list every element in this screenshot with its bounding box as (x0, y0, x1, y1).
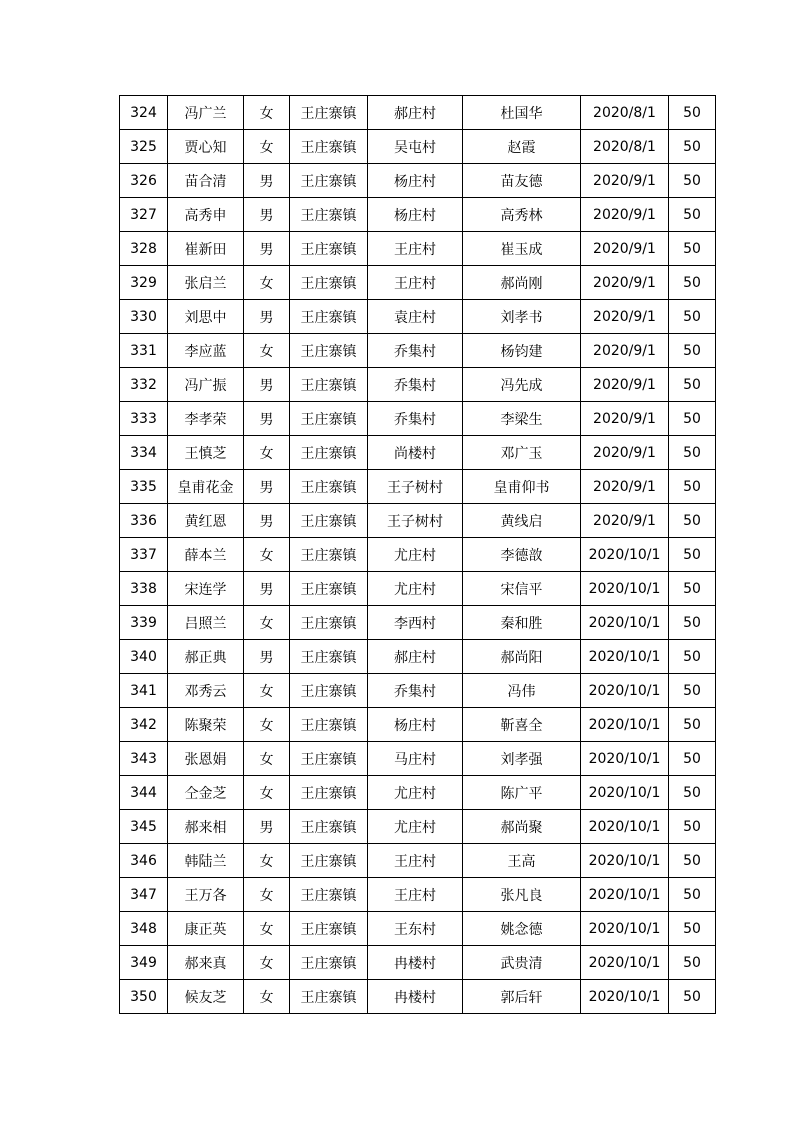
cell-applicant: 郝尚刚 (463, 266, 581, 300)
cell-village: 王庄村 (368, 878, 463, 912)
cell-town: 王庄寨镇 (290, 878, 368, 912)
cell-amount: 50 (669, 164, 716, 198)
cell-applicant: 皇甫仰书 (463, 470, 581, 504)
cell-date: 2020/10/1 (581, 640, 669, 674)
cell-gender: 女 (244, 776, 290, 810)
table-row (120, 674, 716, 708)
cell-gender: 男 (244, 640, 290, 674)
roster-body (120, 96, 716, 1014)
cell-row-number: 347 (120, 878, 168, 912)
cell-amount: 50 (669, 776, 716, 810)
cell-town: 王庄寨镇 (290, 368, 368, 402)
cell-town: 王庄寨镇 (290, 708, 368, 742)
table-row (120, 334, 716, 368)
cell-applicant: 冯伟 (463, 674, 581, 708)
cell-village: 袁庄村 (368, 300, 463, 334)
cell-applicant: 赵霞 (463, 130, 581, 164)
cell-gender: 女 (244, 606, 290, 640)
cell-applicant: 苗友德 (463, 164, 581, 198)
cell-village: 冉楼村 (368, 980, 463, 1014)
cell-row-number: 331 (120, 334, 168, 368)
cell-date: 2020/10/1 (581, 674, 669, 708)
cell-name: 冯广振 (168, 368, 244, 402)
cell-village: 尤庄村 (368, 776, 463, 810)
cell-date: 2020/9/1 (581, 470, 669, 504)
cell-row-number: 349 (120, 946, 168, 980)
cell-applicant: 靳喜全 (463, 708, 581, 742)
cell-applicant: 郝尚阳 (463, 640, 581, 674)
cell-gender: 男 (244, 470, 290, 504)
cell-town: 王庄寨镇 (290, 96, 368, 130)
cell-town: 王庄寨镇 (290, 164, 368, 198)
cell-date: 2020/10/1 (581, 946, 669, 980)
cell-date: 2020/9/1 (581, 266, 669, 300)
cell-village: 乔集村 (368, 402, 463, 436)
table-row (120, 198, 716, 232)
cell-town: 王庄寨镇 (290, 538, 368, 572)
cell-date: 2020/10/1 (581, 708, 669, 742)
table-row (120, 980, 716, 1014)
cell-name: 吕照兰 (168, 606, 244, 640)
cell-village: 王庄村 (368, 844, 463, 878)
cell-applicant: 张凡良 (463, 878, 581, 912)
cell-amount: 50 (669, 436, 716, 470)
cell-gender: 男 (244, 232, 290, 266)
table-row (120, 538, 716, 572)
cell-name: 候友芝 (168, 980, 244, 1014)
cell-name: 苗合清 (168, 164, 244, 198)
cell-date: 2020/10/1 (581, 878, 669, 912)
cell-applicant: 宋信平 (463, 572, 581, 606)
cell-town: 王庄寨镇 (290, 640, 368, 674)
cell-village: 尤庄村 (368, 810, 463, 844)
cell-amount: 50 (669, 980, 716, 1014)
cell-date: 2020/9/1 (581, 504, 669, 538)
cell-gender: 女 (244, 844, 290, 878)
cell-gender: 男 (244, 402, 290, 436)
table-row (120, 810, 716, 844)
cell-amount: 50 (669, 266, 716, 300)
cell-amount: 50 (669, 912, 716, 946)
cell-gender: 女 (244, 708, 290, 742)
cell-name: 邓秀云 (168, 674, 244, 708)
cell-applicant: 李梁生 (463, 402, 581, 436)
cell-village: 王庄村 (368, 232, 463, 266)
table-row (120, 776, 716, 810)
cell-village: 李西村 (368, 606, 463, 640)
cell-row-number: 324 (120, 96, 168, 130)
cell-town: 王庄寨镇 (290, 980, 368, 1014)
cell-name: 仝金芝 (168, 776, 244, 810)
cell-row-number: 350 (120, 980, 168, 1014)
cell-village: 冉楼村 (368, 946, 463, 980)
cell-name: 陈聚荣 (168, 708, 244, 742)
cell-town: 王庄寨镇 (290, 504, 368, 538)
table-row (120, 640, 716, 674)
table-row (120, 912, 716, 946)
cell-name: 郝来真 (168, 946, 244, 980)
cell-town: 王庄寨镇 (290, 436, 368, 470)
cell-date: 2020/10/1 (581, 572, 669, 606)
cell-gender: 女 (244, 436, 290, 470)
table-row (120, 606, 716, 640)
cell-amount: 50 (669, 198, 716, 232)
cell-applicant: 刘孝书 (463, 300, 581, 334)
table-row (120, 368, 716, 402)
cell-date: 2020/10/1 (581, 980, 669, 1014)
cell-town: 王庄寨镇 (290, 300, 368, 334)
cell-village: 郝庄村 (368, 96, 463, 130)
cell-town: 王庄寨镇 (290, 606, 368, 640)
cell-gender: 女 (244, 980, 290, 1014)
table-row (120, 402, 716, 436)
cell-village: 王子树村 (368, 470, 463, 504)
cell-name: 薛本兰 (168, 538, 244, 572)
cell-village: 杨庄村 (368, 164, 463, 198)
cell-row-number: 345 (120, 810, 168, 844)
cell-row-number: 341 (120, 674, 168, 708)
table-row (120, 130, 716, 164)
cell-amount: 50 (669, 402, 716, 436)
cell-applicant: 陈广平 (463, 776, 581, 810)
cell-row-number: 339 (120, 606, 168, 640)
cell-amount: 50 (669, 130, 716, 164)
table-row (120, 946, 716, 980)
cell-village: 王庄村 (368, 266, 463, 300)
cell-gender: 男 (244, 810, 290, 844)
cell-village: 乔集村 (368, 334, 463, 368)
cell-row-number: 344 (120, 776, 168, 810)
cell-name: 张启兰 (168, 266, 244, 300)
cell-applicant: 郝尚聚 (463, 810, 581, 844)
cell-gender: 女 (244, 912, 290, 946)
cell-gender: 女 (244, 130, 290, 164)
cell-row-number: 337 (120, 538, 168, 572)
cell-town: 王庄寨镇 (290, 266, 368, 300)
cell-name: 李孝荣 (168, 402, 244, 436)
cell-gender: 男 (244, 572, 290, 606)
table-row (120, 164, 716, 198)
cell-name: 韩陆兰 (168, 844, 244, 878)
cell-town: 王庄寨镇 (290, 946, 368, 980)
cell-name: 黄红恩 (168, 504, 244, 538)
cell-date: 2020/10/1 (581, 912, 669, 946)
cell-name: 宋连学 (168, 572, 244, 606)
cell-date: 2020/9/1 (581, 232, 669, 266)
cell-date: 2020/9/1 (581, 334, 669, 368)
cell-town: 王庄寨镇 (290, 232, 368, 266)
cell-applicant: 杨钧建 (463, 334, 581, 368)
table-row (120, 436, 716, 470)
cell-name: 贾心知 (168, 130, 244, 164)
cell-applicant: 杜国华 (463, 96, 581, 130)
table-row (120, 742, 716, 776)
cell-date: 2020/10/1 (581, 742, 669, 776)
cell-village: 杨庄村 (368, 198, 463, 232)
table-row (120, 878, 716, 912)
table-row (120, 96, 716, 130)
cell-gender: 男 (244, 198, 290, 232)
cell-name: 李应蓝 (168, 334, 244, 368)
cell-date: 2020/10/1 (581, 606, 669, 640)
cell-village: 尤庄村 (368, 572, 463, 606)
cell-date: 2020/9/1 (581, 198, 669, 232)
cell-applicant: 李德敨 (463, 538, 581, 572)
cell-row-number: 332 (120, 368, 168, 402)
cell-gender: 女 (244, 674, 290, 708)
cell-date: 2020/8/1 (581, 130, 669, 164)
cell-amount: 50 (669, 96, 716, 130)
cell-village: 马庄村 (368, 742, 463, 776)
cell-gender: 男 (244, 504, 290, 538)
cell-amount: 50 (669, 300, 716, 334)
cell-village: 吴屯村 (368, 130, 463, 164)
cell-gender: 女 (244, 96, 290, 130)
cell-row-number: 340 (120, 640, 168, 674)
cell-applicant: 刘孝强 (463, 742, 581, 776)
cell-row-number: 348 (120, 912, 168, 946)
cell-amount: 50 (669, 470, 716, 504)
cell-village: 王子树村 (368, 504, 463, 538)
cell-name: 崔新田 (168, 232, 244, 266)
cell-village: 尚楼村 (368, 436, 463, 470)
cell-town: 王庄寨镇 (290, 334, 368, 368)
cell-gender: 女 (244, 334, 290, 368)
cell-gender: 女 (244, 878, 290, 912)
cell-applicant: 邓广玉 (463, 436, 581, 470)
cell-village: 杨庄村 (368, 708, 463, 742)
cell-name: 康正英 (168, 912, 244, 946)
cell-village: 乔集村 (368, 674, 463, 708)
cell-date: 2020/10/1 (581, 810, 669, 844)
cell-gender: 女 (244, 946, 290, 980)
cell-town: 王庄寨镇 (290, 572, 368, 606)
cell-gender: 女 (244, 266, 290, 300)
cell-applicant: 高秀林 (463, 198, 581, 232)
cell-name: 王慎芝 (168, 436, 244, 470)
cell-name: 高秀申 (168, 198, 244, 232)
cell-gender: 女 (244, 538, 290, 572)
cell-row-number: 343 (120, 742, 168, 776)
cell-applicant: 郭后轩 (463, 980, 581, 1014)
cell-date: 2020/10/1 (581, 844, 669, 878)
cell-amount: 50 (669, 334, 716, 368)
cell-row-number: 333 (120, 402, 168, 436)
cell-row-number: 346 (120, 844, 168, 878)
cell-row-number: 335 (120, 470, 168, 504)
cell-amount: 50 (669, 946, 716, 980)
cell-row-number: 329 (120, 266, 168, 300)
cell-village: 郝庄村 (368, 640, 463, 674)
cell-date: 2020/8/1 (581, 96, 669, 130)
cell-applicant: 姚念德 (463, 912, 581, 946)
cell-town: 王庄寨镇 (290, 198, 368, 232)
cell-name: 冯广兰 (168, 96, 244, 130)
cell-row-number: 342 (120, 708, 168, 742)
cell-date: 2020/9/1 (581, 300, 669, 334)
table-row (120, 300, 716, 334)
cell-row-number: 330 (120, 300, 168, 334)
cell-date: 2020/9/1 (581, 164, 669, 198)
cell-town: 王庄寨镇 (290, 844, 368, 878)
cell-amount: 50 (669, 708, 716, 742)
table-row (120, 232, 716, 266)
cell-name: 王万各 (168, 878, 244, 912)
table-row (120, 708, 716, 742)
cell-date: 2020/9/1 (581, 402, 669, 436)
cell-town: 王庄寨镇 (290, 674, 368, 708)
cell-amount: 50 (669, 368, 716, 402)
cell-row-number: 338 (120, 572, 168, 606)
cell-row-number: 327 (120, 198, 168, 232)
cell-row-number: 336 (120, 504, 168, 538)
table-row (120, 572, 716, 606)
cell-applicant: 秦和胜 (463, 606, 581, 640)
cell-applicant: 黄线启 (463, 504, 581, 538)
cell-amount: 50 (669, 878, 716, 912)
cell-amount: 50 (669, 674, 716, 708)
cell-applicant: 冯先成 (463, 368, 581, 402)
cell-town: 王庄寨镇 (290, 402, 368, 436)
cell-name: 皇甫花金 (168, 470, 244, 504)
cell-applicant: 武贵清 (463, 946, 581, 980)
cell-row-number: 334 (120, 436, 168, 470)
cell-gender: 女 (244, 742, 290, 776)
cell-amount: 50 (669, 538, 716, 572)
cell-town: 王庄寨镇 (290, 470, 368, 504)
cell-applicant: 崔玉成 (463, 232, 581, 266)
cell-row-number: 328 (120, 232, 168, 266)
cell-row-number: 326 (120, 164, 168, 198)
cell-date: 2020/10/1 (581, 776, 669, 810)
cell-town: 王庄寨镇 (290, 912, 368, 946)
cell-gender: 男 (244, 368, 290, 402)
cell-name: 郝来相 (168, 810, 244, 844)
table-row (120, 470, 716, 504)
cell-amount: 50 (669, 844, 716, 878)
cell-town: 王庄寨镇 (290, 776, 368, 810)
cell-row-number: 325 (120, 130, 168, 164)
cell-date: 2020/9/1 (581, 436, 669, 470)
cell-village: 乔集村 (368, 368, 463, 402)
cell-town: 王庄寨镇 (290, 130, 368, 164)
cell-amount: 50 (669, 640, 716, 674)
cell-amount: 50 (669, 232, 716, 266)
cell-amount: 50 (669, 572, 716, 606)
cell-amount: 50 (669, 606, 716, 640)
cell-name: 郝正典 (168, 640, 244, 674)
cell-gender: 男 (244, 164, 290, 198)
cell-town: 王庄寨镇 (290, 810, 368, 844)
cell-village: 尤庄村 (368, 538, 463, 572)
table-row (120, 266, 716, 300)
cell-town: 王庄寨镇 (290, 742, 368, 776)
table-row (120, 504, 716, 538)
cell-amount: 50 (669, 742, 716, 776)
cell-date: 2020/9/1 (581, 368, 669, 402)
cell-name: 刘思中 (168, 300, 244, 334)
cell-name: 张恩娟 (168, 742, 244, 776)
cell-amount: 50 (669, 810, 716, 844)
cell-gender: 男 (244, 300, 290, 334)
cell-village: 王东村 (368, 912, 463, 946)
roster-table (119, 95, 716, 1014)
cell-date: 2020/10/1 (581, 538, 669, 572)
cell-amount: 50 (669, 504, 716, 538)
cell-applicant: 王高 (463, 844, 581, 878)
table-row (120, 844, 716, 878)
